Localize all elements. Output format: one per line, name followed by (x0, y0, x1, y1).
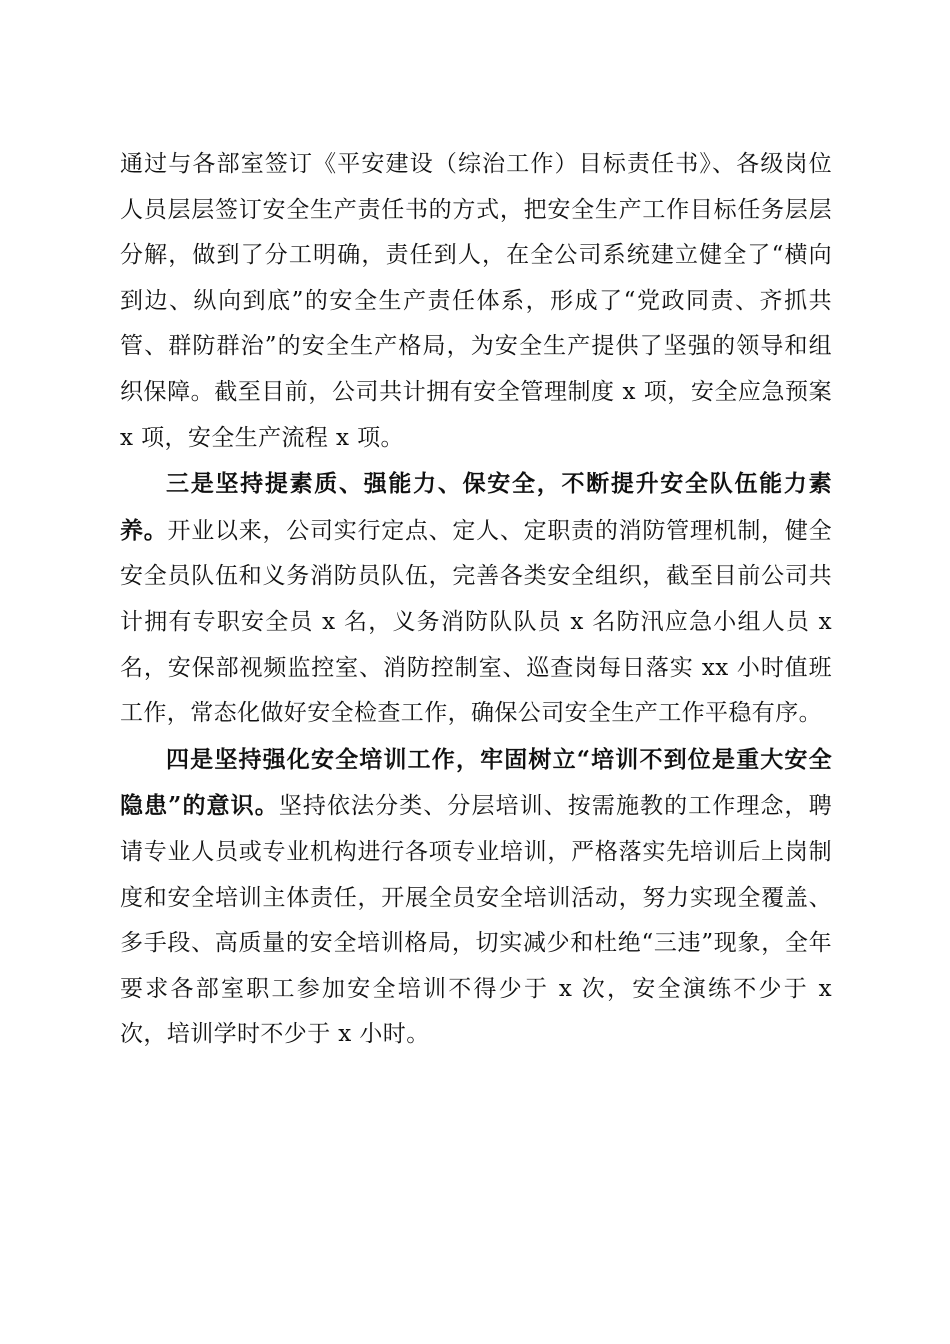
paragraph-1-text: 通过与各部室签订《平安建设（综治工作）目标责任书》、各级岗位人员层层签订安全生产责任书的方式，把安全生产工作目标任务层层分解，做到了分工明确，责任到人，在全公司系统建立健全了“横向到边、纵向到底”的安全生产责任体系，形成了“党政同责、齐抓共管、群防群治”的安全生产格局，为安全生产提供了坚强的领导和组织保障。截至目前，公司共计拥有安全管理制度 x 项，安全应急预案 x 项，安全生产流程 x 项。 (120, 151, 832, 451)
paragraph-2-lead: 三是坚持提素质、强能力、保安全，不断提升安全队伍能力素养。 (120, 470, 832, 544)
document-body (120, 142, 832, 1058)
paragraph-3-text: 坚持依法分类、分层培训、按需施教的工作理念，聘请专业人员或专业机构进行各项专业培训，严格落实先培训后上岗制度和安全培训主体责任，开展全员安全培训活动，努力实现全覆盖、多手段、高质量的安全培训格局，切实减少和杜绝“三违”现象，全年要求各部室职工参加安全培训不得少于 x 次，安全演练不少于 x 次，培训学时不少于 x 小时。 (120, 793, 833, 1048)
paragraph-1 (120, 142, 832, 461)
paragraph-3-lead: 四是坚持强化安全培训工作，牢固树立“培训不到位是重大安全隐患”的意识。 (120, 745, 832, 820)
paragraph-3 (120, 737, 832, 1058)
paragraph-2-text: 开业以来，公司实行定点、定人、定职责的消防管理机制，健全安全员队伍和义务消防员队伍，完善各类安全组织，截至目前公司共计拥有专职安全员 x 名，义务消防队队员 x 名防汛应急小组人员 x 名，安保部视频监控室、消防控制室、巡查岗每日落实 xx 小时值班工作，常态化做好安全检查工作，确保公司安全生产工作平稳有序。 (120, 517, 832, 727)
paragraph-2 (120, 461, 832, 737)
